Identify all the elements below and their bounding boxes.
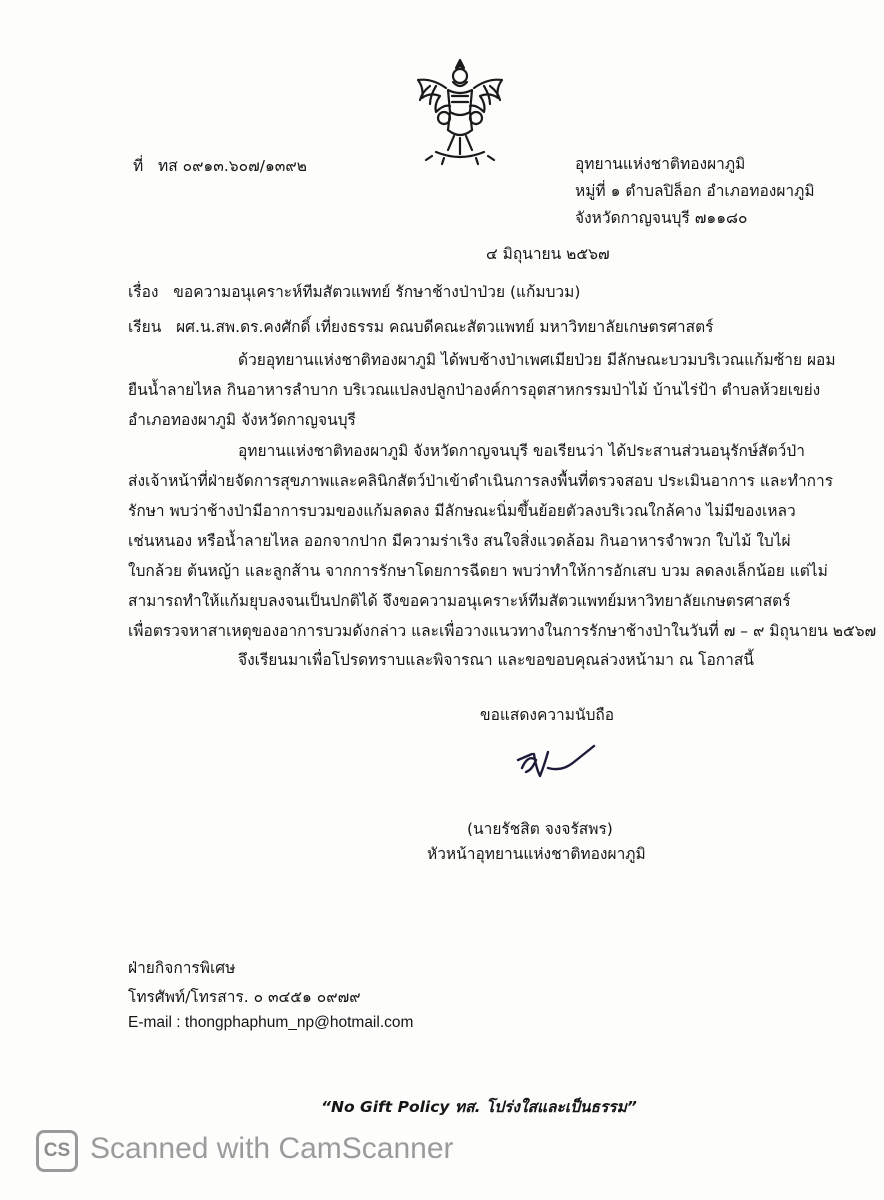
no-gift-policy: “No Gift Policy ทส. โปร่งใสและเป็นธรรม”: [321, 1098, 637, 1116]
recipient-label: เรียน: [128, 318, 162, 336]
paragraph-line: สามารถทำให้แก้มยุบลงจนเป็นปกติได้ จึงขอความอนุเคราะห์ทีมสัตวแพทย์มหาวิทยาลัยเกษตรศาสตร์: [128, 592, 791, 610]
paragraph-line: ส่งเจ้าหน้าที่ฝ่ายจัดการสุขภาพและคลินิกสัตว์ป่าเข้าดำเนินการลงพื้นที่ตรวจสอบ ประเมินอาการ และทำการ: [128, 472, 834, 490]
sender-address-1: หมู่ที่ ๑ ตำบลปิล็อก อำเภอทองผาภูมิ: [575, 182, 815, 200]
subject-line: [128, 281, 580, 303]
paragraph-line: เพื่อตรวจหาสาเหตุของอาการบวมดังกล่าว และเพื่อวางแนวทางในการรักษาช้างป่าในวันที่ ๗ – ๙ มิถุนายน ๒๕๖๗: [128, 622, 877, 640]
paragraph-line: ใบกล้วย ต้นหญ้า และลูกส้าน จากการรักษาโดยการฉีดยา พบว่าทำให้การอักเสบ บวม ลดลงเล็กน้อย แต่ไม่: [128, 562, 828, 580]
camscanner-watermark: Scanned with CamScanner: [90, 1132, 454, 1165]
body-paragraph-2: [128, 436, 877, 646]
paragraph-line: อำเภอทองผาภูมิ จังหวัดกาญจนบุรี: [128, 411, 356, 429]
paragraph-line: รักษา พบว่าช้างป่ามีอาการบวมของแก้มลดลง มีลักษณะนิ่มขึ้นย้อยตัวลงบริเวณใกล้คาง ไม่มีของเหลว: [128, 502, 796, 520]
reference-number: ทส ๐๙๑๓.๖๐๗/๑๓๙๒: [158, 157, 307, 175]
signer-name: (นายรัชสิต จงจรัสพร): [467, 820, 613, 838]
reference-label: ที่: [133, 157, 144, 175]
contact-email: E-mail : thongphaphum_np@hotmail.com: [128, 1014, 414, 1031]
camscanner-logo-icon: CS: [36, 1130, 78, 1172]
contact-phone: โทรศัพท์/โทรสาร. ๐ ๓๔๕๑ ๐๙๗๙: [128, 988, 361, 1006]
contact-department: ฝ่ายกิจการพิเศษ: [128, 959, 236, 977]
recipient-line: [128, 316, 713, 338]
body-paragraph-1: [128, 345, 836, 435]
paragraph-line: จึงเรียนมาเพื่อโปรดทราบและพิจารณา และขอขอบคุณล่วงหน้ามา ณ โอกาสนี้: [238, 651, 754, 669]
reference-line: [133, 155, 307, 177]
garuda-emblem-icon: [408, 52, 512, 170]
paragraph-line: ด้วยอุทยานแห่งชาติทองผาภูมิ ได้พบช้างป่าเพศเมียป่วย มีลักษณะบวมบริเวณแก้มซ้าย ผอม: [238, 351, 836, 369]
closing-text: ขอแสดงความนับถือ: [480, 706, 615, 724]
signer-title: หัวหน้าอุทยานแห่งชาติทองผาภูมิ: [427, 845, 646, 863]
paragraph-line: ยืนน้ำลายไหล กินอาหารลำบาก บริเวณแปลงปลูกป่าองค์การอุตสาหกรรมป่าไม้ บ้านไร่ป้า ตำบลห้วยเขย่ง: [128, 381, 821, 399]
paragraph-line: อุทยานแห่งชาติทองผาภูมิ จังหวัดกาญจนบุรี ขอเรียนว่า ได้ประสานส่วนอนุรักษ์สัตว์ป่า: [238, 442, 805, 460]
paragraph-line: เช่นหนอง หรือน้ำลายไหล ออกจากปาก มีความร่าเริง สนใจสิ่งแวดล้อม กินอาหารจำพวก ใบไม้ ใบไผ่: [128, 532, 791, 550]
letter-date: ๔ มิถุนายน ๒๕๖๗: [486, 245, 610, 263]
sender-address-2: จังหวัดกาญจนบุรี ๗๑๑๘๐: [575, 209, 748, 227]
body-paragraph-3: [128, 645, 828, 675]
subject-label: เรื่อง: [128, 283, 159, 301]
recipient-text: ผศ.น.สพ.ดร.คงศักดิ์ เที่ยงธรรม คณบดีคณะสัตวแพทย์ มหาวิทยาลัยเกษตรศาสตร์: [176, 318, 714, 336]
handwritten-signature: [512, 738, 602, 788]
subject-text: ขอความอนุเคราะห์ทีมสัตวแพทย์ รักษาช้างป่าป่วย (แก้มบวม): [173, 283, 581, 301]
sender-org: อุทยานแห่งชาติทองผาภูมิ: [575, 155, 746, 173]
